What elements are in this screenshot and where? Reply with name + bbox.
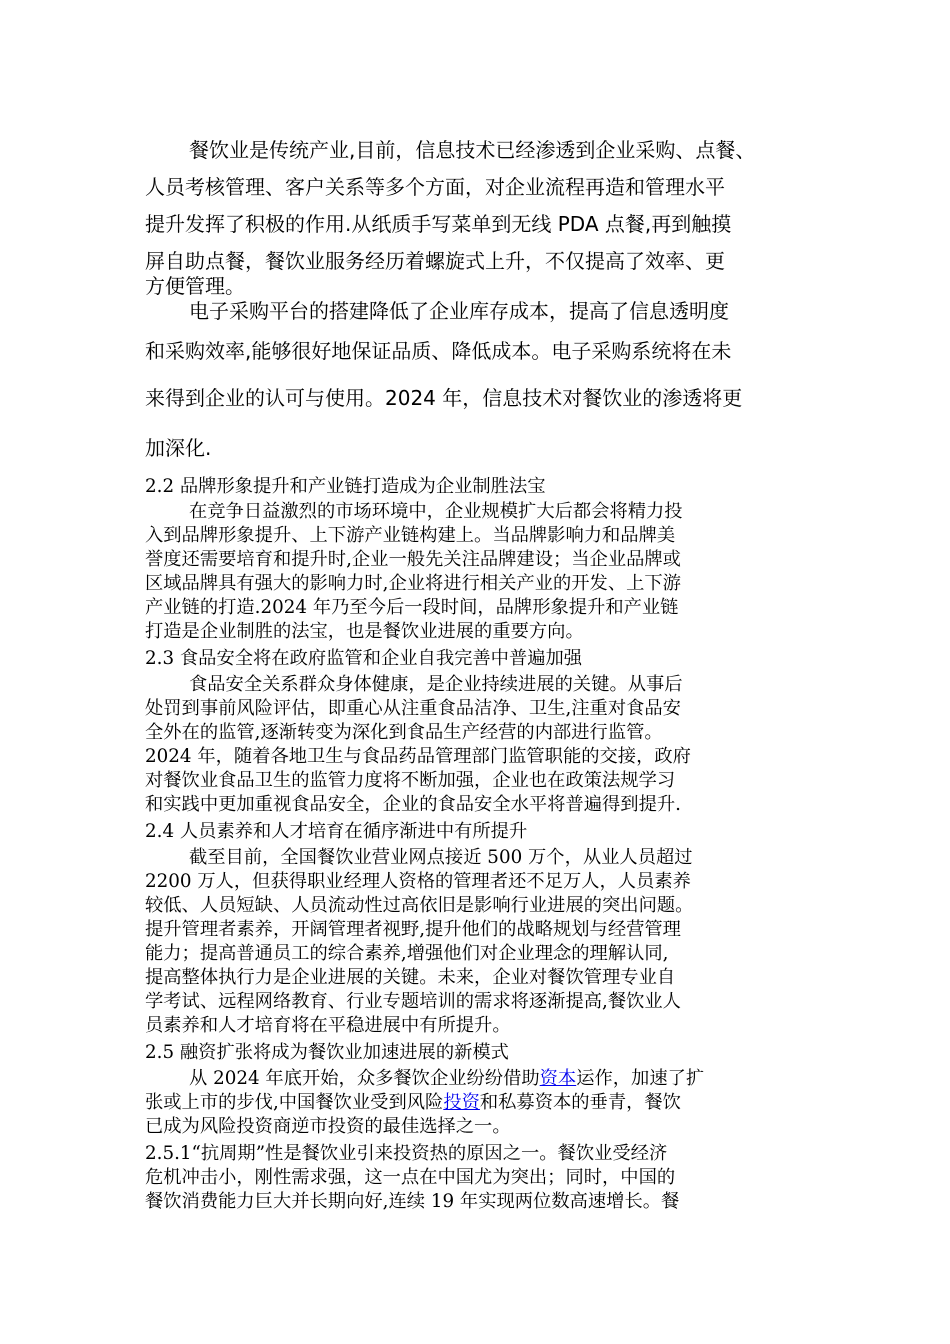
paragraph-line: 已成为风险投资商逆市投资的最佳选择之一。 [145, 1116, 511, 1137]
section-heading: 2.5 融资扩张将成为餐饮业加速进展的新模式 [145, 1042, 509, 1063]
paragraph-line: 2024 年，随着各地卫生与食品药品管理部门监管职能的交接，政府 [145, 746, 691, 767]
paragraph-line: 入到品牌形象提升、上下游产业链构建上。当品牌影响力和品牌美 [145, 525, 676, 546]
capital-link[interactable]: 资本 [539, 1068, 577, 1089]
text-run: 和私募资本的垂青，餐饮 [479, 1092, 681, 1113]
paragraph-line: 和采购效率,能够很好地保证品质、降低成本。电子采购系统将在未 [145, 339, 732, 363]
paragraph-line: 提升发挥了积极的作用.从纸质手写菜单到无线 PDA 点餐,再到触摸 [145, 212, 732, 236]
paragraph-line: 提高整体执行力是企业进展的关键。未来，企业对餐饮管理专业自 [145, 967, 676, 988]
paragraph-line: 和实践中更加重视食品安全，企业的食品安全水平将普遍得到提升. [145, 794, 681, 815]
paragraph-line: 食品安全关系群众身体健康，是企业持续进展的关键。从事后 [189, 674, 683, 695]
paragraph-line: 在竞争日益激烈的市场环境中，企业规模扩大后都会将精力投 [189, 501, 683, 522]
paragraph-line: 餐饮消费能力巨大并长期向好,连续 19 年实现两位数高速增长。餐 [145, 1191, 680, 1212]
paragraph-line [189, 1067, 704, 1091]
paragraph-line: 区域品牌具有强大的影响力时,企业将进行相关产业的开发、上下游 [145, 573, 681, 594]
paragraph-line [145, 1091, 681, 1115]
paragraph-line: 较低、人员短缺、人员流动性过高依旧是影响行业进展的突出问题。 [145, 895, 694, 916]
text-run: 运作，加速了扩 [576, 1068, 705, 1089]
paragraph-line: 屏自助点餐，餐饮业服务经历着螺旋式上升，不仅提高了效率、更 [145, 249, 725, 273]
paragraph-line: 危机冲击小，刚性需求强，这一点在中国尤为突出；同时，中国的 [145, 1167, 676, 1188]
paragraph-line: 提升管理者素养，开阔管理者视野,提升他们的战略规划与经营管理 [145, 919, 681, 940]
paragraph-line: 产业链的打造.2024 年乃至今后一段时间，品牌形象提升和产业链 [145, 597, 679, 618]
paragraph-line: 2.5.1“抗周期”性是餐饮业引来投资热的原因之一。餐饮业受经济 [145, 1143, 668, 1164]
paragraph-line: 打造是企业制胜的法宝，也是餐饮业进展的重要方向。 [145, 621, 584, 642]
paragraph-line: 截至目前，全国餐饮业营业网点接近 500 万个，从业人员超过 [189, 847, 693, 868]
section-heading: 2.2 品牌形象提升和产业链打造成为企业制胜法宝 [145, 476, 546, 497]
paragraph-line: 誉度还需要培育和提升时,企业一般先关注品牌建设；当企业品牌或 [145, 549, 681, 570]
paragraph-line: 餐饮业是传统产业,目前，信息技术已经渗透到企业采购、点餐、 [189, 138, 756, 162]
paragraph-line: 加深化. [145, 436, 212, 460]
section-heading: 2.3 食品安全将在政府监管和企业自我完善中普遍加强 [145, 648, 583, 669]
paragraph-line: 能力；提高普通员工的综合素养,增强他们对企业理念的理解认同, [145, 943, 669, 964]
paragraph-line: 2200 万人，但获得职业经理人资格的管理者还不足万人，人员素养 [145, 871, 691, 892]
paragraph-line: 人员考核管理、客户关系等多个方面，对企业流程再造和管理水平 [145, 175, 725, 199]
paragraph-line: 电子采购平台的搭建降低了企业库存成本，提高了信息透明度 [189, 299, 729, 323]
paragraph-line: 对餐饮业食品卫生的监管力度将不断加强，企业也在政策法规学习 [145, 770, 676, 791]
paragraph-line: 方便管理。 [145, 274, 245, 298]
section-heading: 2.4 人员素养和人才培育在循序渐进中有所提升 [145, 821, 528, 842]
text-run: 从 2024 年底开始，众多餐饮企业纷纷借助 [189, 1068, 540, 1089]
paragraph-line: 员素养和人才培育将在平稳进展中有所提升。 [145, 1015, 511, 1036]
paragraph-line: 全外在的监管,逐渐转变为深化到食品生产经营的内部进行监管。 [145, 722, 663, 743]
paragraph-line: 学考试、远程网络教育、行业专题培训的需求将逐渐提高,餐饮业人 [145, 991, 681, 1012]
investment-link[interactable]: 投资 [443, 1092, 480, 1113]
text-run: 张或上市的步伐,中国餐饮业受到风险 [145, 1092, 444, 1113]
paragraph-line: 处罚到事前风险评估，即重心从注重食品洁净、卫生,注重对食品安 [145, 698, 681, 719]
paragraph-line: 来得到企业的认可与使用。2024 年，信息技术对餐饮业的渗透将更 [145, 386, 743, 410]
